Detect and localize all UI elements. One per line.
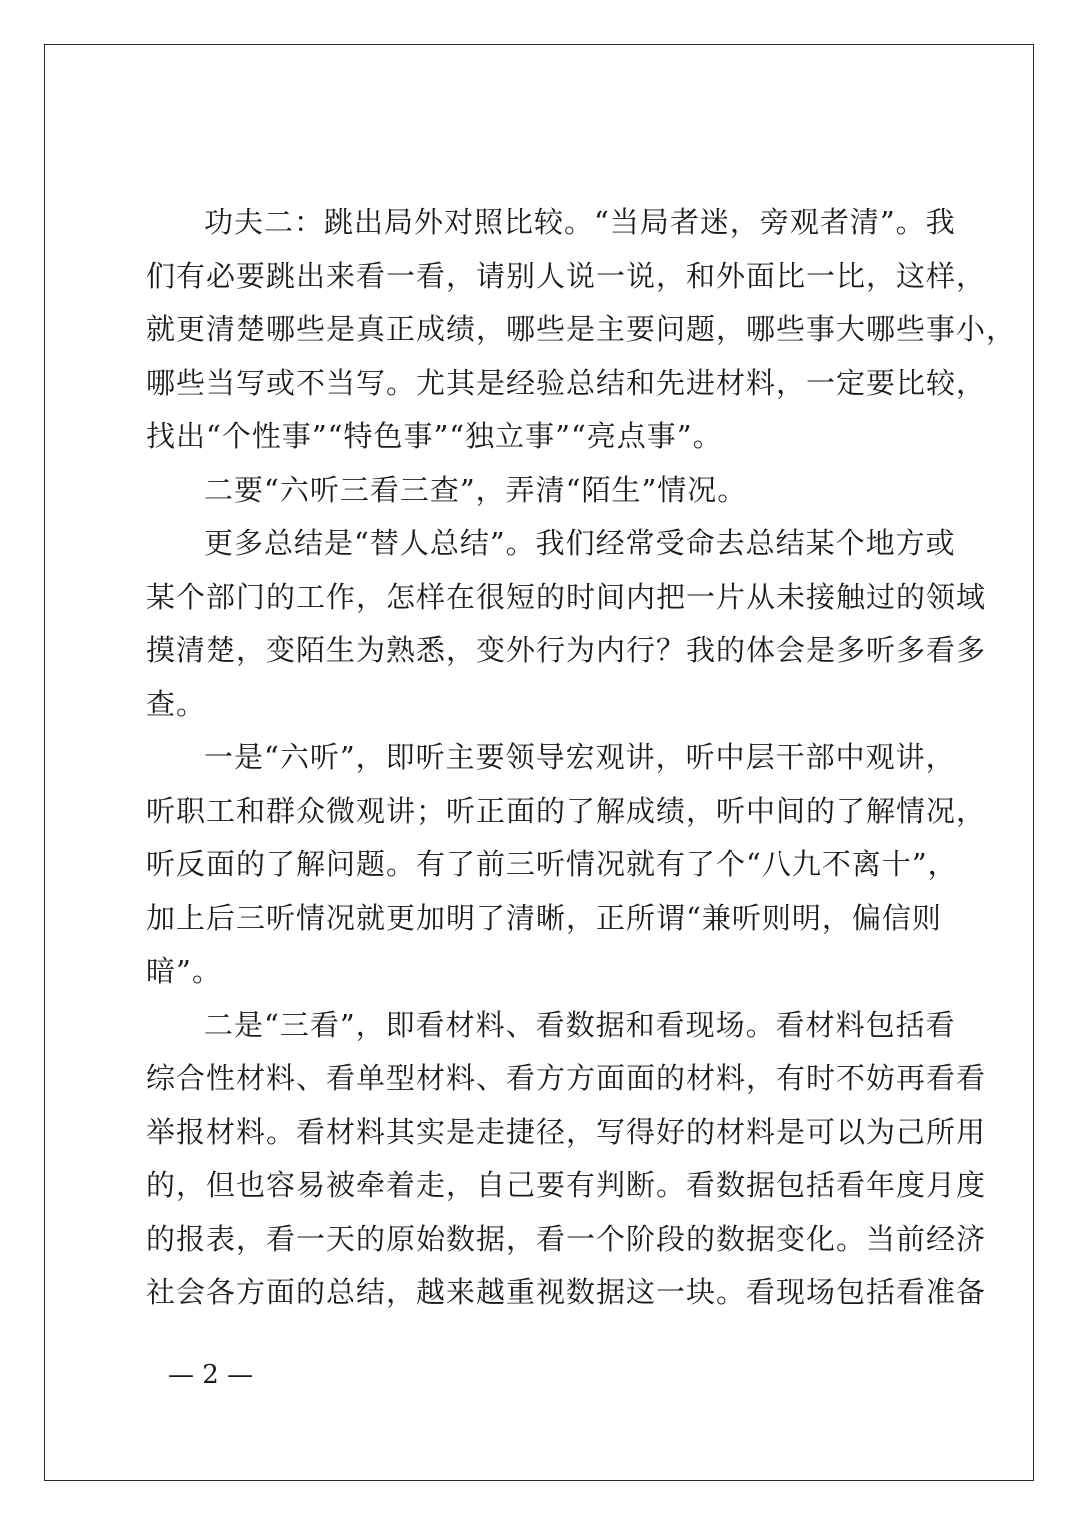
text-line: 综合性材料、看单型材料、看方方面面的材料，有时不妨再看看 — [146, 1061, 987, 1095]
text-line: 听反面的了解问题。有了前三听情况就有了个“八九不离十”， — [146, 847, 958, 881]
section-heading: 二要“六听三看三查”，弄清“陌生”情况。 — [204, 472, 748, 507]
text-line: 哪些当写或不当写。尤其是经验总结和先进材料，一定要比较， — [146, 365, 987, 400]
text-line: 某个部门的工作，怎样在很短的时间内把一片从未接触过的领域 — [146, 579, 987, 614]
text-line: 举报材料。看材料其实是走捷径，写得好的材料是可以为己所用 — [146, 1114, 987, 1149]
text-line: 一是“六听”，即听主要领导宏观讲，听中层干部中观讲， — [204, 740, 956, 774]
document-body — [146, 196, 1017, 1320]
text-line: 查。 — [146, 686, 207, 721]
text-line: 就更清楚哪些是真正成绩，哪些是主要问题，哪些事大哪些事小， — [146, 312, 1017, 346]
text-line: 的，但也容易被牵着走，自己要有判断。看数据包括看年度月度 — [146, 1168, 987, 1202]
text-line: 功夫二：跳出局外对照比较。“当局者迷，旁观者清”。我 — [204, 205, 956, 239]
text-line: 二是“三看”，即看材料、看数据和看现场。看材料包括看 — [204, 1007, 956, 1042]
text-line: 加上后三听情况就更加明了清晰，正所谓“兼听则明，偏信则 — [146, 900, 942, 935]
text-line: 的报表，看一天的原始数据，看一个阶段的数据变化。当前经济 — [146, 1221, 987, 1256]
text-line: 社会各方面的总结，越来越重视数据这一块。看现场包括看准备 — [146, 1275, 987, 1309]
page-number: — 2 — — [168, 1360, 254, 1390]
text-line: 们有必要跳出来看一看，请别人说一说，和外面比一比，这样， — [146, 258, 987, 293]
text-line: 听职工和群众微观讲；听正面的了解成绩，听中间的了解情况， — [146, 793, 987, 828]
text-line: 暗”。 — [146, 954, 222, 988]
text-line: 摸清楚，变陌生为熟悉，变外行为内行？我的体会是多听多看多 — [146, 633, 987, 667]
text-line: 找出“个性事”“特色事”“独立事”“亮点事”。 — [146, 419, 723, 453]
text-line: 更多总结是“替人总结”。我们经常受命去总结某个地方或 — [204, 526, 956, 560]
